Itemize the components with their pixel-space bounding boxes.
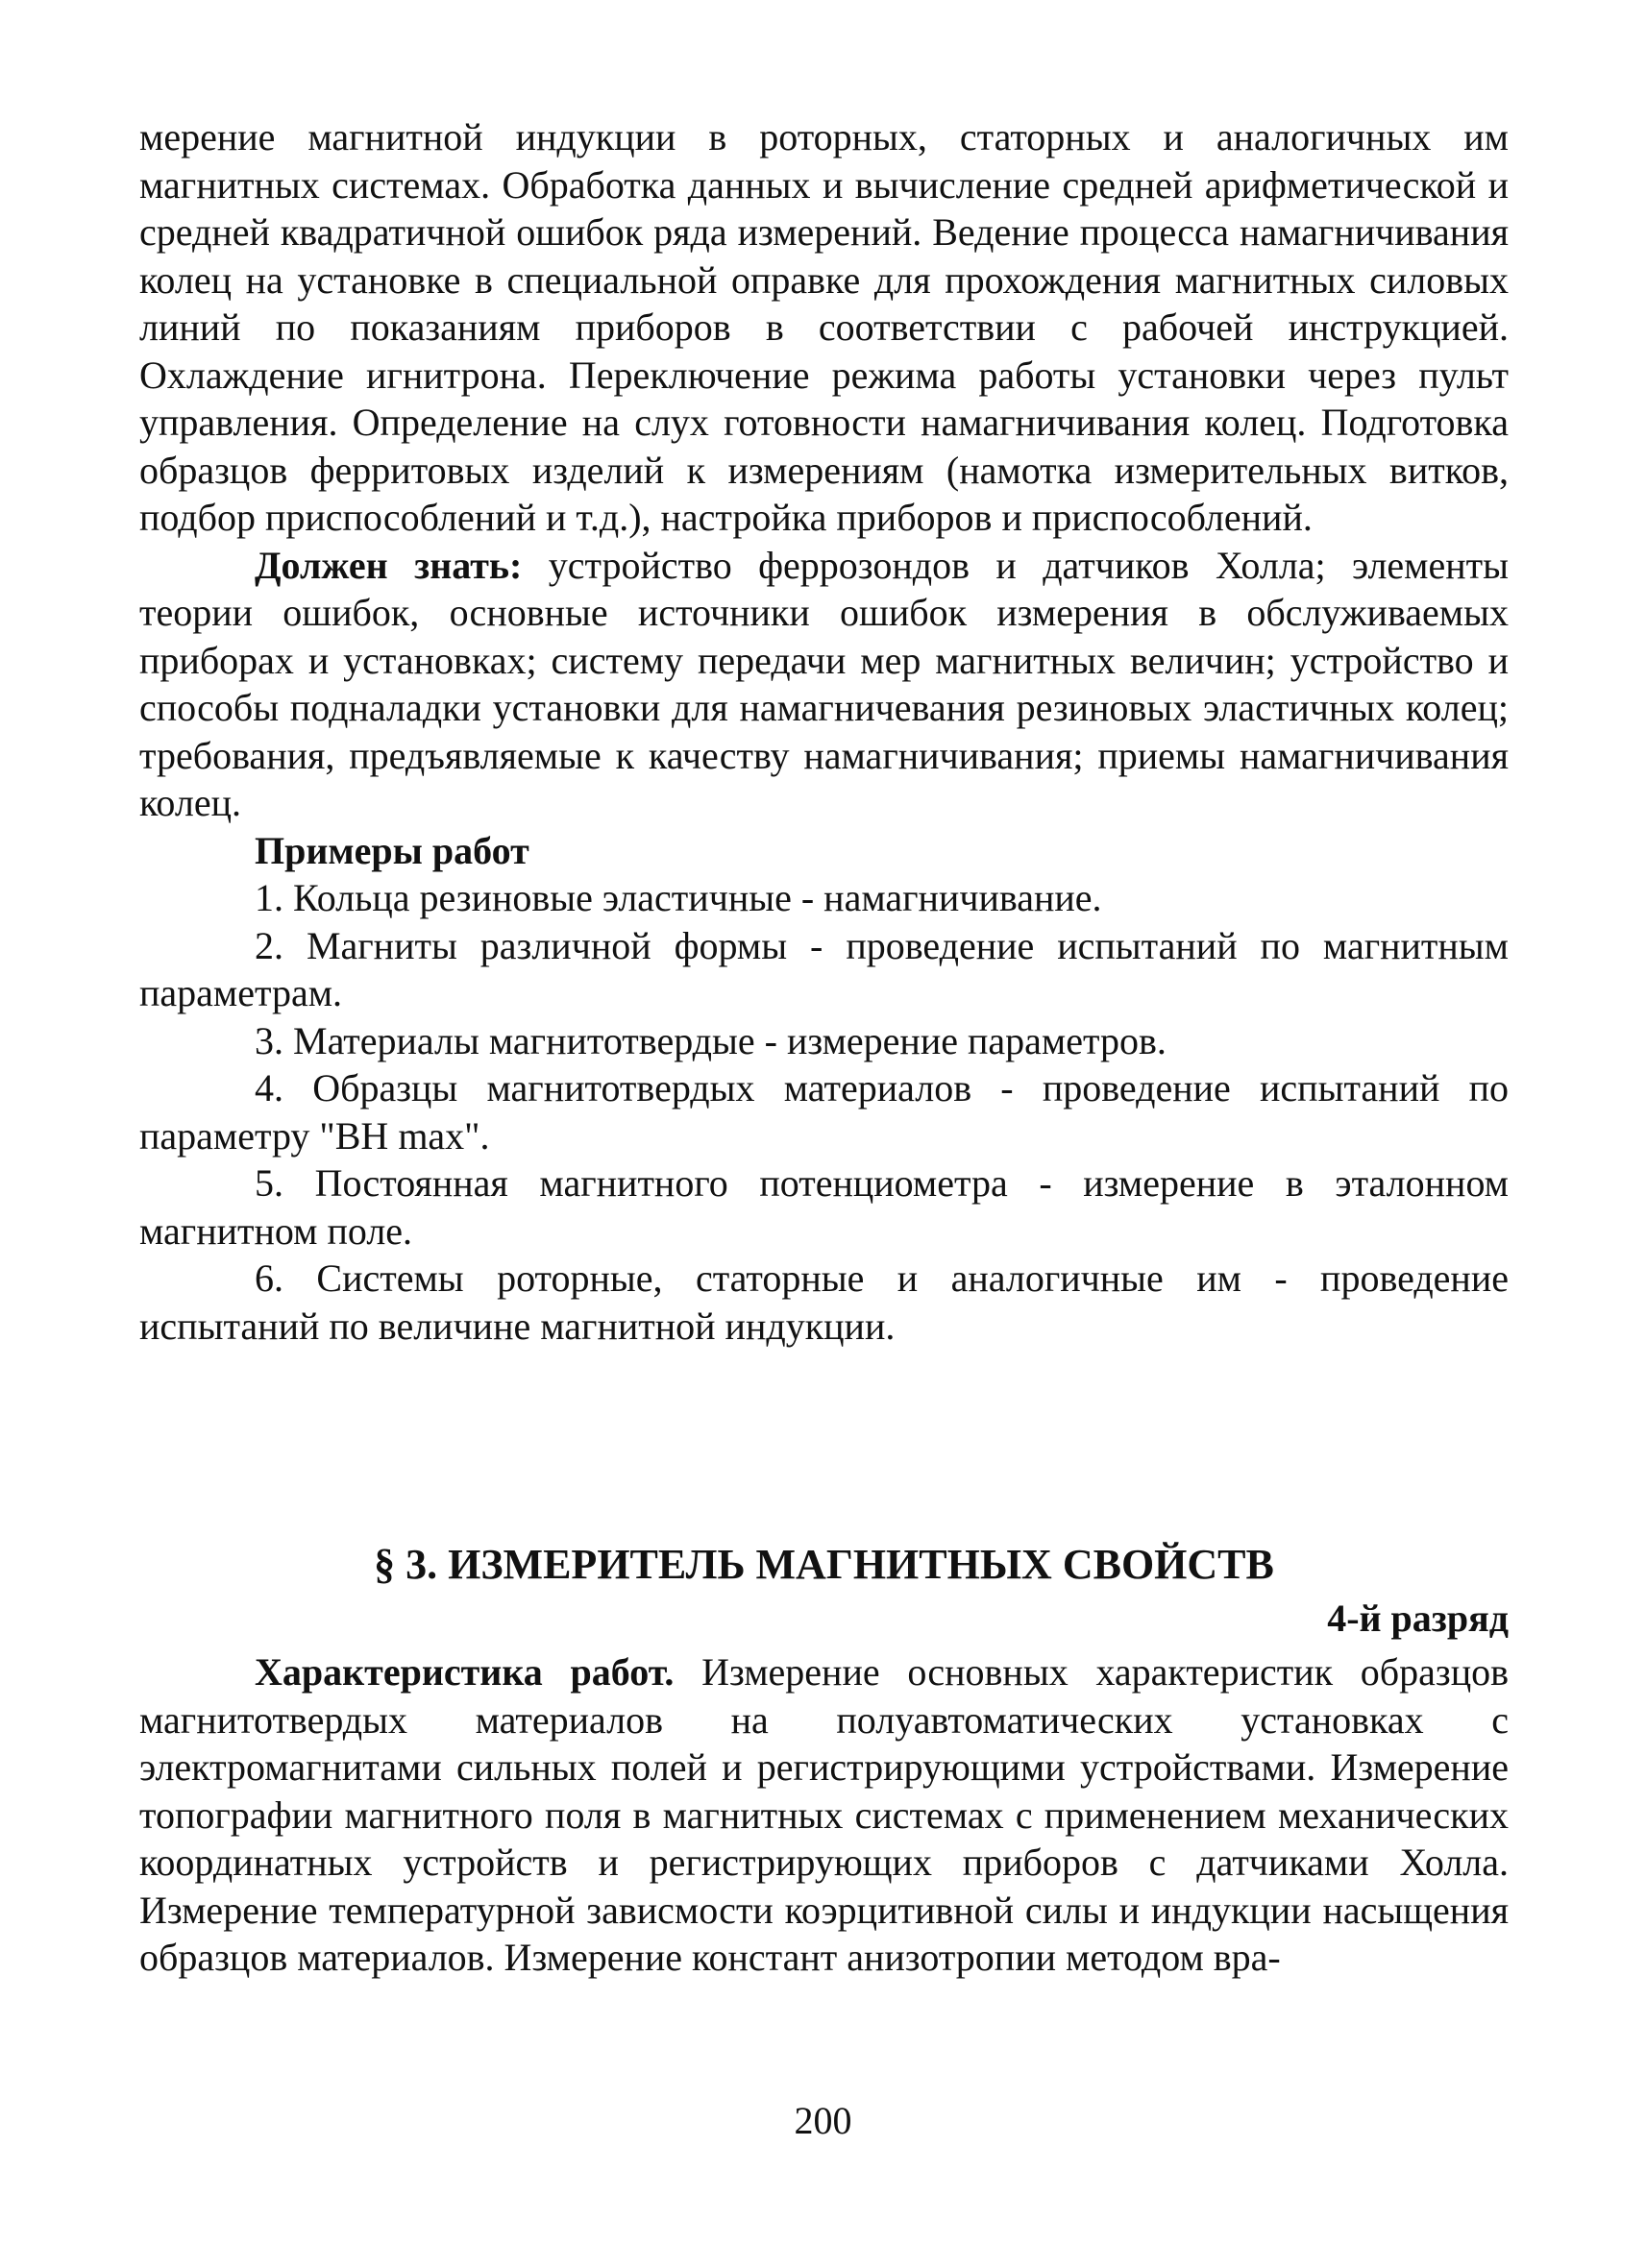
intro-paragraph: мерение магнитной индукции в роторных, статорных и аналогичных им магнитных системах. Обработка данных и вычисление средней арифметической и средней квадратичной ошибок ряда измерений. Ведение процесса намагничивания колец на установке в специальной оправке для прохождения магнитных силовых линий по показаниям приборов в соответствии с рабочей инструкцией. Охлаждение игнитрона. Переключение режима работы установки через пульт управления. Определение на слух готовности намагничивания колец. Подготовка образцов ферритовых изделий к измерениям (намотка измерительных витков, подбор приспособлений и т.д.), настройка приборов и приспособлений. <box>139 115 1509 539</box>
example-item-3: 3. Материалы магнитотвердые - измерение параметров. <box>255 1018 1167 1062</box>
text-lower <box>139 1648 1509 1982</box>
must-know-paragraph <box>139 542 1509 827</box>
example-item-4: 4. Образцы магнитотвердых материалов - проведение испытаний по параметру "BH max". <box>139 1066 1509 1158</box>
text-upper <box>139 113 1509 1350</box>
example-item-2: 2. Магниты различной формы - проведение испытаний по магнитным параметрам. <box>139 923 1509 1014</box>
must-know-label: Должен знать: <box>255 543 523 587</box>
must-know-text: устройство феррозондов и датчиков Холла; элементы теории ошибок, основные источники ошибок измерения в обслуживаемых приборах и установках; систему передачи мер магнитных величин; устройство и способы подналадки установки для намагничевания резиновых эластичных колец; требования, предъявляемые к качеству намагничивания; приемы намагничивания колец. <box>139 543 1509 824</box>
work-characteristics-label: Характеристика работ. <box>255 1650 675 1694</box>
grade-label: 4-й разряд <box>1327 1597 1509 1640</box>
examples-heading: Примеры работ <box>255 828 529 872</box>
section-title: § 3. ИЗМЕРИТЕЛЬ МАГНИТНЫХ СВОЙСТВ <box>374 1541 1274 1588</box>
example-item-6: 6. Системы роторные, статорные и аналогичные им - проведение испытаний по величине магнитной индукции. <box>139 1256 1509 1348</box>
example-item-5: 5. Постоянная магнитного потенциометра - измерение в эталонном магнитном поле. <box>139 1161 1509 1253</box>
work-characteristics-text: Измерение основных характеристик образцов магнитотвердых материалов на полуавтоматических установках с электромагнитами сильных полей и регистрирующими устройствами. Измерение топографии магнитного поля в магнитных системах с применением механических координатных устройств и регистрирующих приборов с датчиками Холла. Измерение температурной зависмости коэрцитивной силы и индукции насыщения образцов материалов. Измерение констант анизотропии методом вра- <box>139 1650 1509 1979</box>
work-characteristics-paragraph <box>139 1648 1509 1982</box>
page-number: 200 <box>794 2099 852 2142</box>
example-item-1: 1. Кольца резиновые эластичные - намагничивание. <box>255 876 1102 919</box>
